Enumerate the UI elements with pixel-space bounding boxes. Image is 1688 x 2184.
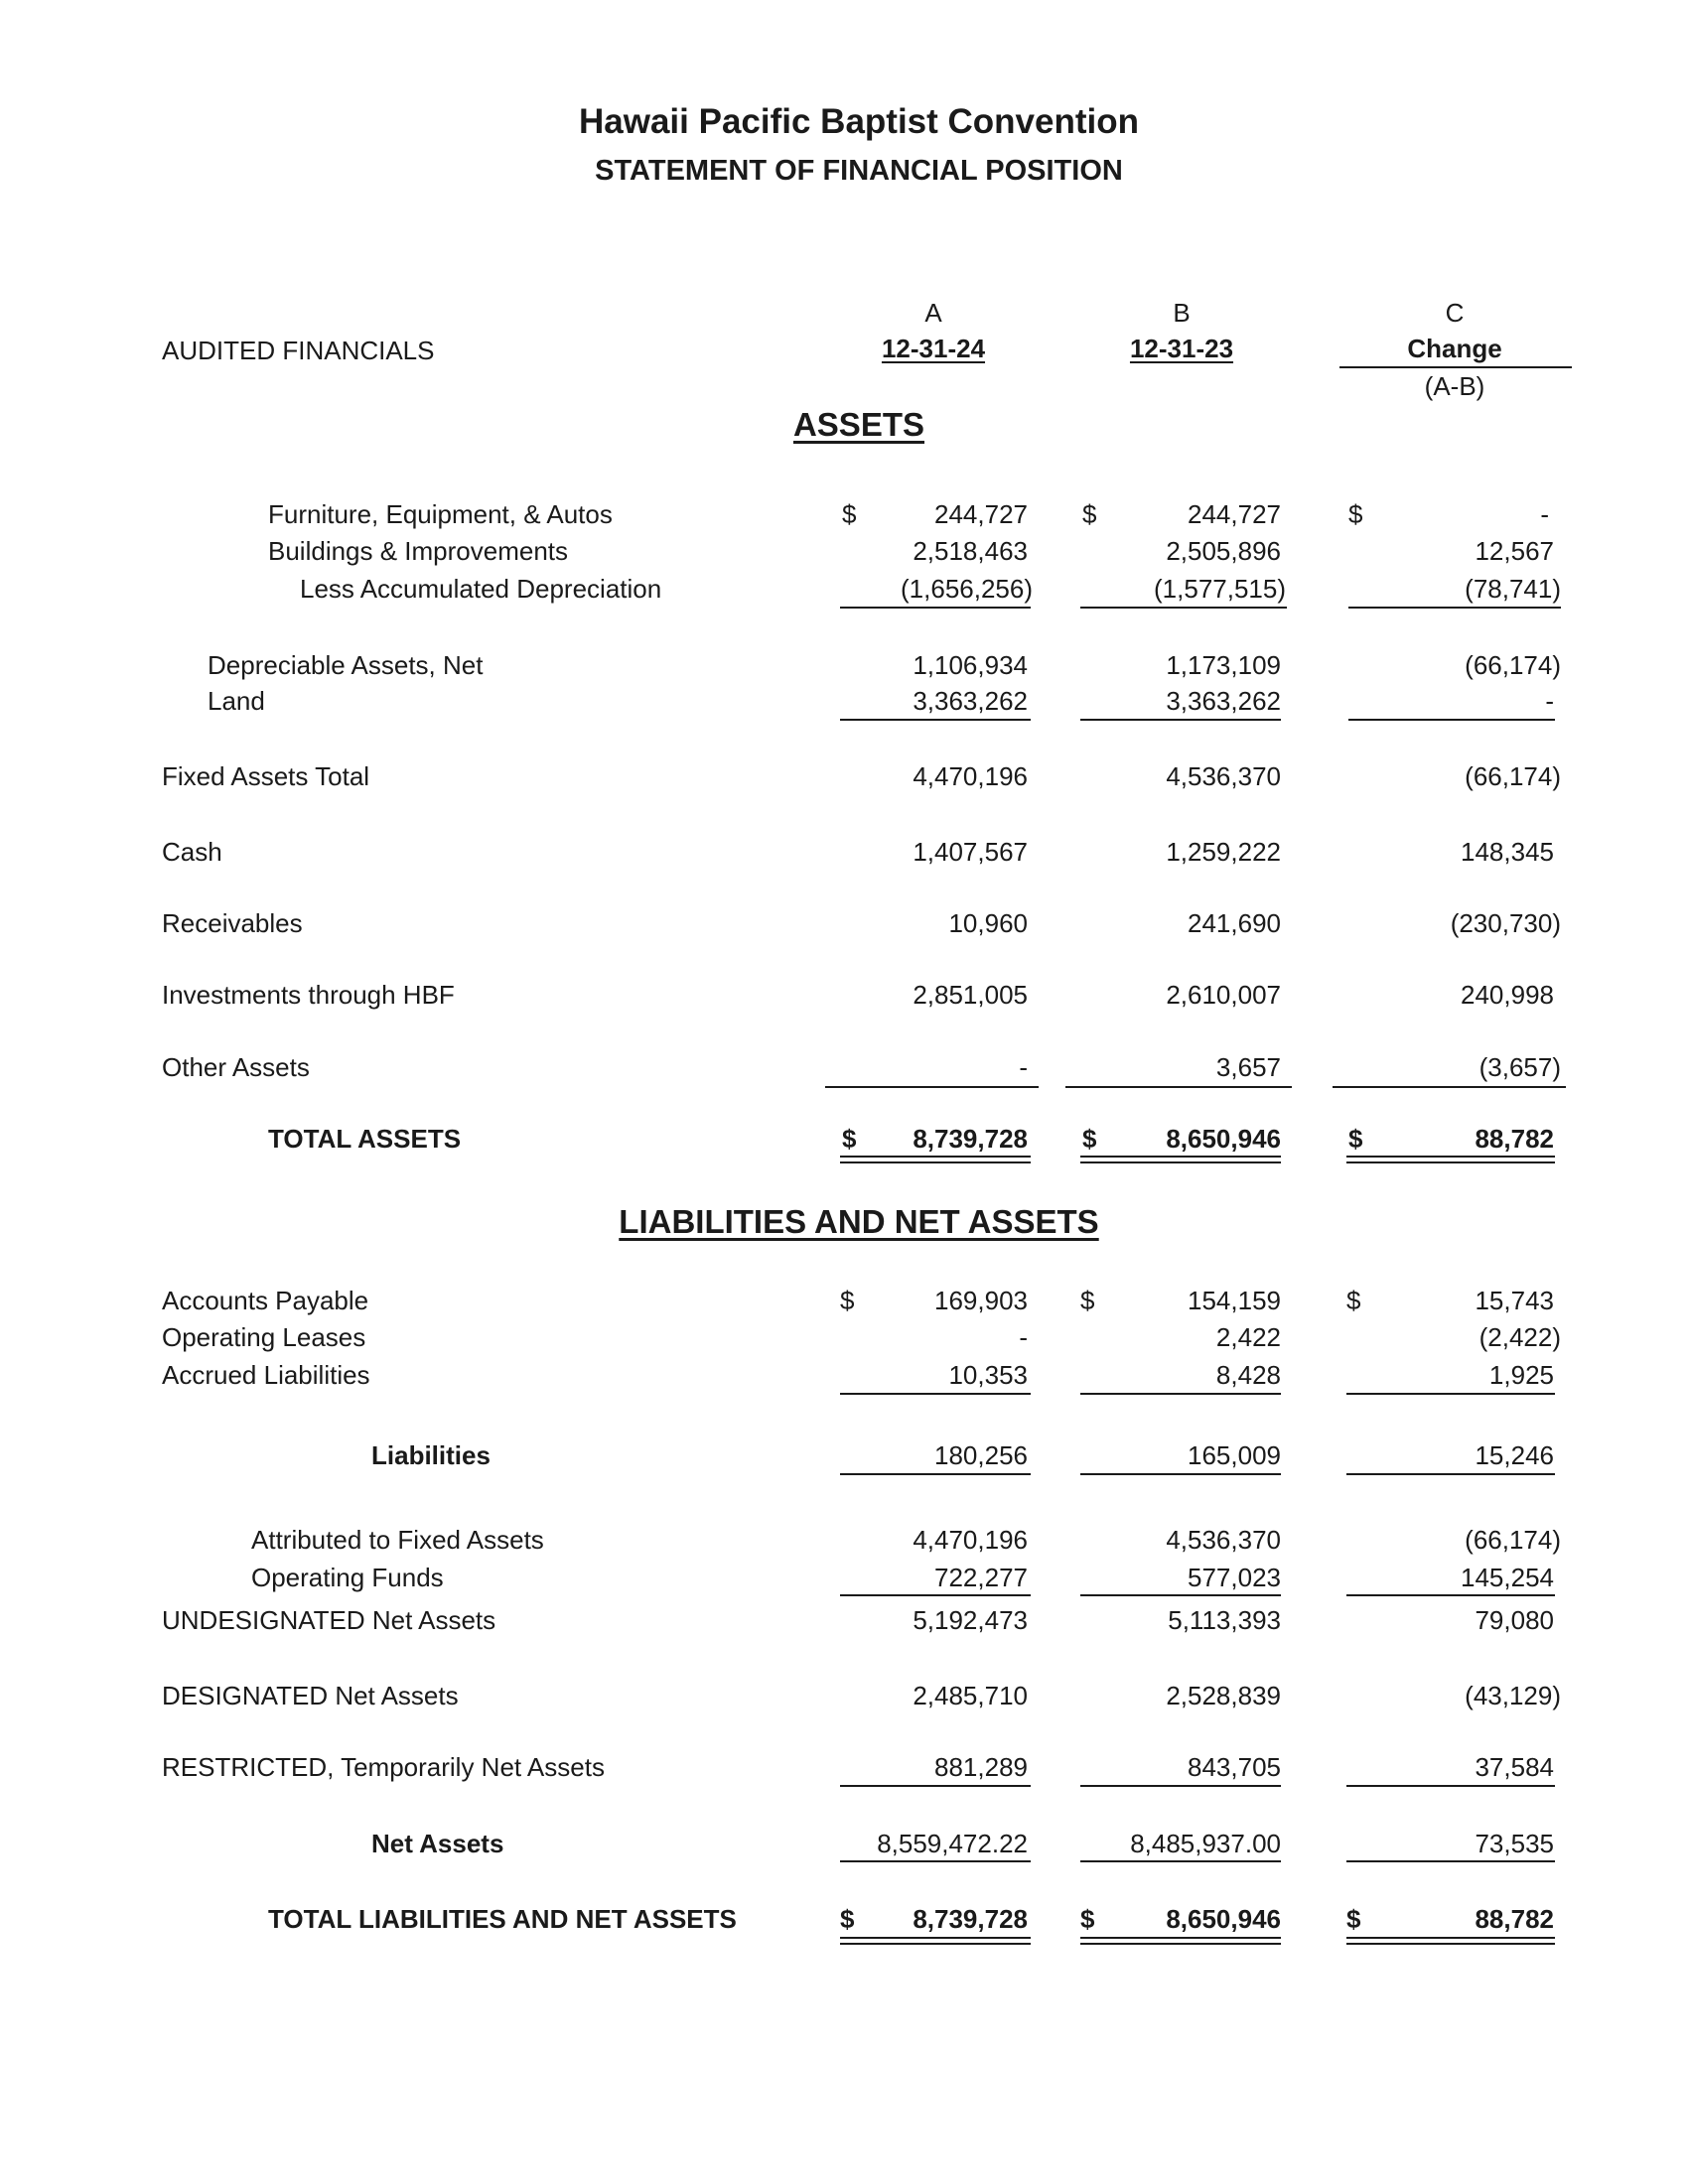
asset-value-c: (66,174) (1465, 761, 1561, 791)
asset-value-b: 4,536,370 (1166, 761, 1281, 791)
currency-symbol: $ (1082, 499, 1097, 529)
subtotal-rule (840, 1860, 1031, 1862)
subtotal-rule (1080, 719, 1281, 721)
subtotal-rule (840, 1473, 1031, 1475)
asset-value-c: (230,730) (1450, 908, 1561, 938)
asset-value-c: (66,174) (1465, 650, 1561, 680)
asset-value-b: 2,505,896 (1166, 536, 1281, 566)
total-assets-b: 8,650,946 (1166, 1124, 1281, 1154)
subtotal-rule (1080, 1594, 1281, 1596)
col-b-date: 12-31-23 (1129, 334, 1234, 363)
liability-value-b: 843,705 (1188, 1752, 1281, 1782)
currency-symbol: $ (840, 1286, 855, 1315)
asset-value-c: 148,345 (1461, 837, 1554, 867)
asset-value-b: 244,727 (1188, 499, 1281, 529)
total-double-rule (1346, 1937, 1555, 1945)
subtotal-rule (840, 719, 1031, 721)
asset-value-a: 244,727 (934, 499, 1028, 529)
asset-label: Depreciable Assets, Net (208, 650, 484, 680)
currency-symbol: $ (1080, 1904, 1095, 1934)
liability-value-a: 180,256 (934, 1440, 1028, 1470)
asset-label: Land (208, 686, 265, 716)
liability-value-b: 165,009 (1188, 1440, 1281, 1470)
col-b-letter: B (1173, 298, 1191, 328)
liability-value-a: 8,559,472.22 (877, 1829, 1028, 1858)
liability-value-b: 8,485,937.00 (1130, 1829, 1281, 1858)
asset-label: Furniture, Equipment, & Autos (268, 499, 613, 529)
currency-symbol: $ (1348, 499, 1363, 529)
assets-heading: ASSETS (792, 406, 925, 443)
asset-value-a: 2,851,005 (913, 980, 1028, 1010)
col-c-formula: (A-B) (1424, 371, 1485, 401)
currency-symbol: $ (1346, 1904, 1361, 1934)
total-double-rule (1080, 1937, 1281, 1945)
liability-value-a: 4,470,196 (913, 1525, 1028, 1555)
asset-value-a: 3,363,262 (913, 686, 1028, 716)
liability-label: Accrued Liabilities (162, 1360, 370, 1390)
total-liabilities-label: TOTAL LIABILITIES AND NET ASSETS (268, 1904, 737, 1934)
asset-value-c: 240,998 (1461, 980, 1554, 1010)
liability-value-b: 8,428 (1215, 1360, 1281, 1390)
subtotal-rule (840, 607, 1031, 609)
subtotal-rule (1080, 1785, 1281, 1787)
subtotal-rule (1346, 1473, 1555, 1475)
liability-value-b: 154,159 (1188, 1286, 1281, 1315)
liability-value-a: 5,192,473 (913, 1605, 1028, 1635)
liability-value-a: 722,277 (934, 1563, 1028, 1592)
asset-label: Investments through HBF (162, 980, 455, 1010)
liability-value-c: 15,246 (1475, 1440, 1554, 1470)
asset-value-a: 1,106,934 (913, 650, 1028, 680)
asset-label: Fixed Assets Total (162, 761, 370, 791)
currency-symbol: $ (1080, 1286, 1095, 1315)
asset-value-c: 12,567 (1475, 536, 1554, 566)
col-a-date: 12-31-24 (881, 334, 986, 363)
liabilities-heading: LIABILITIES AND NET ASSETS (619, 1203, 1099, 1240)
liability-value-c: 145,254 (1461, 1563, 1554, 1592)
currency-symbol: $ (1346, 1286, 1361, 1315)
subtotal-rule (840, 1393, 1031, 1395)
liability-label: Accounts Payable (162, 1286, 369, 1315)
subtotal-rule (1348, 719, 1555, 721)
liability-value-b: 2,422 (1215, 1322, 1281, 1352)
asset-value-a: - (1019, 1052, 1028, 1082)
subtotal-rule (840, 1594, 1031, 1596)
subtotal-rule (825, 1086, 1039, 1088)
audited-financials-label: AUDITED FINANCIALS (162, 336, 435, 365)
liability-label: Operating Leases (162, 1322, 366, 1352)
statement-title: STATEMENT OF FINANCIAL POSITION (595, 155, 1123, 187)
asset-value-b: 2,610,007 (1166, 980, 1281, 1010)
liability-value-c: 73,535 (1475, 1829, 1554, 1858)
asset-value-b: 3,657 (1215, 1052, 1281, 1082)
total-double-rule (840, 1156, 1031, 1163)
asset-value-a: (1,656,256) (901, 574, 1033, 604)
asset-value-b: 241,690 (1188, 908, 1281, 938)
asset-label: Cash (162, 837, 222, 867)
liability-value-b: 5,113,393 (1168, 1605, 1281, 1635)
asset-value-c: - (1540, 499, 1549, 529)
liability-value-c: (2,422) (1478, 1322, 1561, 1352)
total-liabilities-a: 8,739,728 (913, 1904, 1028, 1934)
subtotal-rule (840, 1785, 1031, 1787)
asset-label: Receivables (162, 908, 303, 938)
col-c-rule (1339, 366, 1572, 368)
liability-label: UNDESIGNATED Net Assets (162, 1605, 496, 1635)
currency-symbol: $ (1348, 1124, 1363, 1154)
total-assets-label: TOTAL ASSETS (268, 1124, 462, 1154)
total-double-rule (1080, 1156, 1281, 1163)
subtotal-rule (1333, 1086, 1566, 1088)
asset-value-a: 1,407,567 (913, 837, 1028, 867)
asset-label: Buildings & Improvements (268, 536, 569, 566)
liability-value-c: (66,174) (1465, 1525, 1561, 1555)
total-assets-c: 88,782 (1475, 1124, 1554, 1154)
subtotal-rule (1348, 607, 1561, 609)
liability-value-b: 4,536,370 (1166, 1525, 1281, 1555)
asset-value-c: - (1545, 686, 1554, 716)
organization-name: Hawaii Pacific Baptist Convention (579, 102, 1139, 141)
subtotal-rule (1346, 1594, 1555, 1596)
asset-label: Other Assets (162, 1052, 310, 1082)
liability-value-a: 169,903 (934, 1286, 1028, 1315)
liabilities-subtotal-label: Liabilities (371, 1440, 491, 1470)
total-double-rule (840, 1937, 1031, 1945)
liability-value-a: 2,485,710 (913, 1681, 1028, 1710)
asset-value-a: 4,470,196 (913, 761, 1028, 791)
asset-value-b: (1,577,515) (1154, 574, 1286, 604)
net-assets-label: Net Assets (371, 1829, 504, 1858)
liability-value-c: 1,925 (1488, 1360, 1554, 1390)
subtotal-rule (1080, 1473, 1281, 1475)
asset-value-b: 3,363,262 (1166, 686, 1281, 716)
liability-value-b: 577,023 (1188, 1563, 1281, 1592)
asset-value-c: (78,741) (1465, 574, 1561, 604)
asset-label: Less Accumulated Depreciation (300, 574, 662, 604)
liability-value-b: 2,528,839 (1166, 1681, 1281, 1710)
total-liabilities-b: 8,650,946 (1166, 1904, 1281, 1934)
total-double-rule (1346, 1156, 1555, 1163)
currency-symbol: $ (840, 1904, 855, 1934)
liability-value-a: 881,289 (934, 1752, 1028, 1782)
subtotal-rule (1065, 1086, 1292, 1088)
subtotal-rule (1346, 1785, 1555, 1787)
liability-value-c: 79,080 (1475, 1605, 1554, 1635)
asset-value-a: 2,518,463 (913, 536, 1028, 566)
col-c-letter: C (1445, 298, 1465, 328)
currency-symbol: $ (842, 499, 857, 529)
subtotal-rule (1080, 1860, 1281, 1862)
subtotal-rule (1080, 1393, 1281, 1395)
total-assets-a: 8,739,728 (913, 1124, 1028, 1154)
col-c-title: Change (1407, 334, 1502, 363)
liability-label: DESIGNATED Net Assets (162, 1681, 459, 1710)
currency-symbol: $ (1082, 1124, 1097, 1154)
asset-value-b: 1,259,222 (1166, 837, 1281, 867)
currency-symbol: $ (842, 1124, 857, 1154)
asset-value-c: (3,657) (1478, 1052, 1561, 1082)
liability-value-a: 10,353 (948, 1360, 1028, 1390)
liability-value-a: - (1019, 1322, 1028, 1352)
liability-value-c: 37,584 (1475, 1752, 1554, 1782)
liability-value-c: (43,129) (1465, 1681, 1561, 1710)
total-liabilities-c: 88,782 (1475, 1904, 1554, 1934)
liability-label: Operating Funds (251, 1563, 444, 1592)
asset-value-a: 10,960 (948, 908, 1028, 938)
liability-value-c: 15,743 (1475, 1286, 1554, 1315)
subtotal-rule (1346, 1393, 1555, 1395)
subtotal-rule (1346, 1860, 1555, 1862)
liability-label: Attributed to Fixed Assets (251, 1525, 544, 1555)
liability-label: RESTRICTED, Temporarily Net Assets (162, 1752, 605, 1782)
subtotal-rule (1080, 607, 1287, 609)
col-a-letter: A (924, 298, 942, 328)
asset-value-b: 1,173,109 (1166, 650, 1281, 680)
